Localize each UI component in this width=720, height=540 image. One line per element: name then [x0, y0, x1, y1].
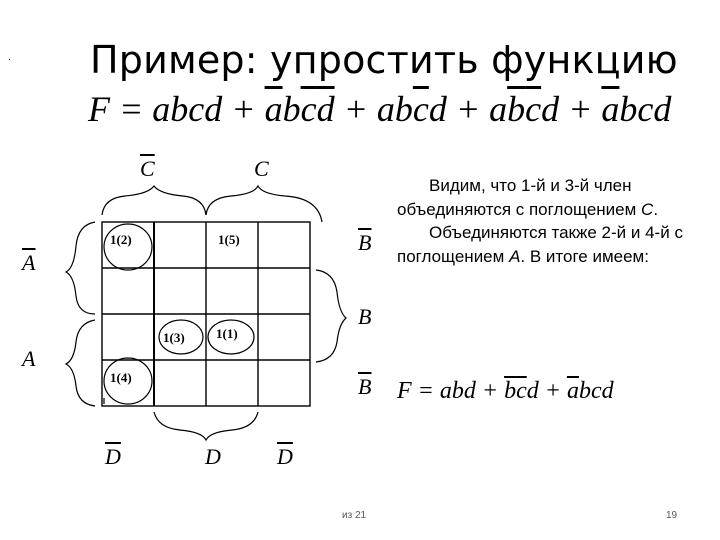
- bottom-braces: [154, 412, 258, 440]
- explanation-p1-var: C: [641, 199, 654, 219]
- result-eq: =: [411, 378, 440, 404]
- explanation-p2-text: Объединяются также 2-й и 4-й с поглощением: [397, 223, 683, 266]
- result-plus: +: [475, 378, 505, 404]
- slide-title: Пример: упростить функцию: [90, 38, 678, 82]
- right-braces: [316, 270, 346, 362]
- kmap-cell-r0c2: 1(5): [218, 232, 240, 247]
- formula-plus: +: [559, 89, 602, 129]
- formula-term-1: abcd: [152, 89, 223, 129]
- col-label-c: C: [254, 156, 269, 181]
- explanation-paragraph-2: [397, 221, 687, 268]
- right-label-b-bar-bottom: $\overline{B}$: [358, 374, 372, 399]
- formula-lhs: F: [88, 89, 110, 129]
- top-braces: [102, 186, 322, 222]
- kmap-cell-r0c0: 1(2): [110, 232, 132, 247]
- result-plus: +: [538, 378, 567, 404]
- bottom-label-d-bar-left: $\overline{D}$: [105, 444, 121, 469]
- formula-eq: =: [110, 89, 153, 129]
- explanation-p2-post: . В итоге имеем:: [520, 246, 649, 266]
- left-braces: [66, 222, 95, 406]
- result-formula: [397, 378, 614, 405]
- right-label-b: B: [358, 304, 372, 329]
- footer-page-number: 19: [666, 510, 678, 521]
- result-term-3: $\overline{a}bcd$: [566, 378, 614, 404]
- result-lhs: F: [397, 378, 412, 404]
- explanation-p1-post: .: [653, 199, 659, 219]
- row-label-a-bar: $\overline{A}$: [22, 250, 36, 275]
- result-term-1: abd: [439, 378, 476, 404]
- formula-plus: +: [446, 89, 490, 129]
- kmap-grid: [102, 222, 310, 406]
- kmap-cell-r2c2: 1(1): [216, 326, 238, 341]
- bottom-label-d-bar-right: $\overline{D}$: [277, 444, 293, 469]
- formula-term-3: $ab\overline{c}d$: [376, 89, 447, 129]
- formula-plus: +: [334, 89, 377, 129]
- slide-dot: .: [8, 52, 11, 63]
- result-term-2: $\overline{b}\overline{c}d$: [504, 378, 539, 404]
- explanation-p2-var: A: [509, 246, 521, 266]
- formula-term-5: $\overline{a}bcd$: [601, 89, 672, 129]
- formula-term-4: $a\overline{b}\overline{c}d$: [489, 89, 560, 129]
- explanation-p1-text: Видим, что 1-й и 3-й член объединяются с поглощением: [397, 176, 642, 219]
- kmap-cell-r2c1: 1(3): [163, 330, 185, 345]
- row-label-a: A: [22, 346, 36, 371]
- formula-plus: +: [222, 89, 265, 129]
- kmap-cell-r3c0: 1(4): [110, 370, 132, 385]
- footer-page-of: из 21: [342, 510, 367, 521]
- formula-term-2: $\overline{a}b\overline{c}\overline{d}$: [264, 89, 335, 129]
- bottom-label-d: D: [205, 444, 221, 469]
- explanation-paragraph-1: [397, 174, 687, 221]
- col-label-c-bar: $\overline{C}$: [140, 156, 155, 181]
- right-label-b-bar-top: $\overline{B}$: [358, 230, 372, 255]
- explanation-text: [397, 174, 687, 268]
